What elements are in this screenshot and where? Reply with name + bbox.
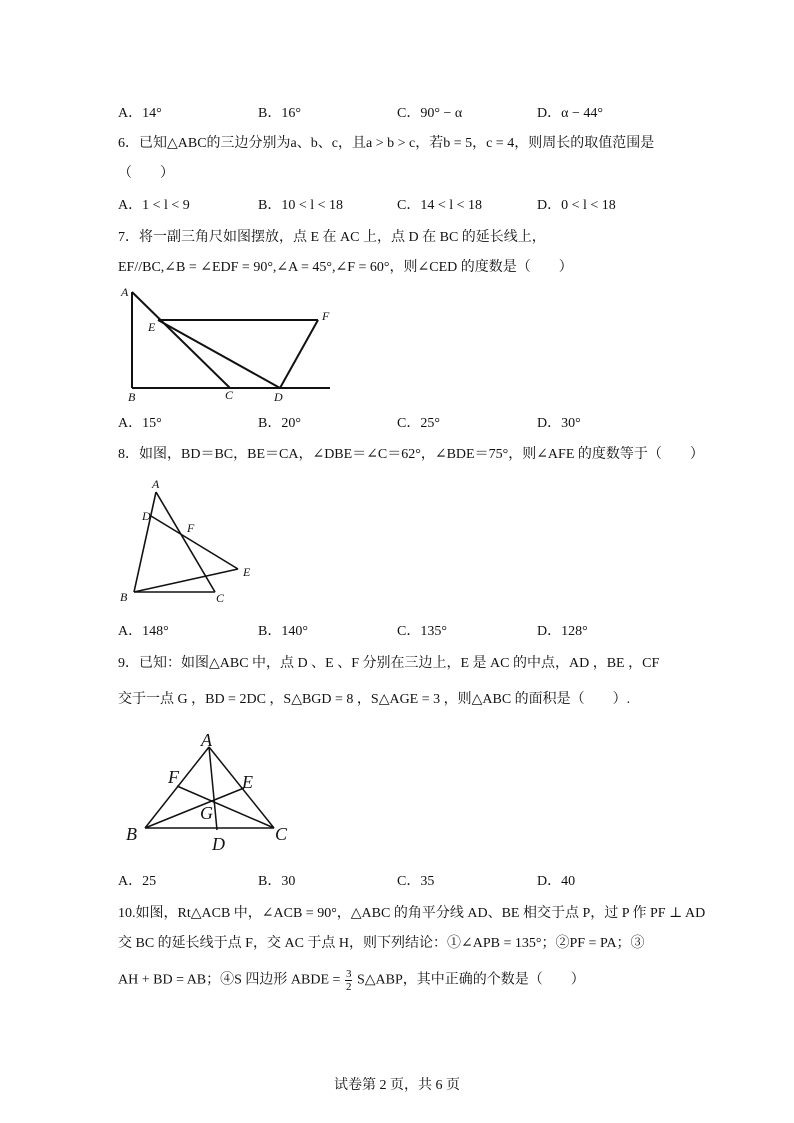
q9-label-b: B [126, 824, 137, 844]
q9-label-f: F [168, 767, 179, 787]
q9-option-a: A．25 [118, 874, 157, 889]
q5-option-c: C．90° − α [397, 106, 463, 121]
q10-fraction-denominator: 2 [345, 981, 352, 993]
q7-figure [110, 280, 350, 405]
q9-label-d: D [212, 834, 225, 854]
q7-label-c: C [225, 388, 234, 402]
q9-option-d: D．40 [537, 874, 576, 889]
q10-stem-line2: 交 BC 的延长线于点 F，交 AC 于点 H，则下列结论：①∠APB = 135°；②PF = PA；③ [118, 936, 645, 951]
q8-option-c: C．135° [397, 624, 447, 639]
q5-option-d: D．α − 44° [537, 106, 603, 121]
q5-option-b: B．16° [258, 106, 301, 121]
q9-figure [118, 728, 298, 858]
q6-stem-line2: （ ） [118, 166, 174, 181]
q8-segment-ab [134, 492, 156, 592]
q7-option-d: D．30° [537, 416, 581, 431]
page-footer: 试卷第 2 页，共 6 页 [334, 1078, 460, 1093]
q8-figure [112, 476, 262, 610]
q5-option-a: A．14° [118, 106, 162, 121]
q8-label-d: D [142, 509, 151, 523]
q7-option-b: B．20° [258, 416, 301, 431]
q7-stem-line2: EF//BC,∠B = ∠EDF = 90°,∠A = 45°,∠F = 60°，则∠CED 的度数是（ ） [118, 260, 573, 275]
q7-segment-fd [280, 320, 318, 388]
q8-option-a: A．148° [118, 624, 169, 639]
q8-option-d: D．128° [537, 624, 588, 639]
q7-option-a: A．15° [118, 416, 162, 431]
q6-option-c: C．14 < l < 18 [397, 198, 483, 213]
q9-option-c: C．35 [397, 874, 435, 889]
q7-label-b: B [128, 390, 136, 404]
q8-label-c: C [216, 591, 225, 605]
q7-label-f: F [322, 309, 330, 323]
q7-option-c: C．25° [397, 416, 440, 431]
q10-fraction-numerator: 3 [345, 968, 352, 980]
q10-line3-part2: S△ABP，其中正确的个数是（ ） [356, 972, 585, 988]
q7-label-e: E [148, 320, 156, 334]
q8-label-a: A [152, 477, 160, 491]
q6-option-a: A．1 < l < 9 [118, 198, 190, 213]
q7-label-d: D [274, 390, 283, 404]
q10-stem-line3 [118, 968, 585, 993]
q8-label-b: B [120, 590, 128, 604]
q9-stem-line1: 9．已知：如图△ABC 中，点 D 、E 、F 分别在三边上，E 是 AC 的中点，AD ，BE ，CF [118, 656, 660, 671]
q8-option-b: B．140° [258, 624, 308, 639]
q9-label-a: A [201, 730, 212, 750]
q6-option-b: B．10 < l < 18 [258, 198, 344, 213]
q8-label-f: F [187, 521, 195, 535]
q8-segment-be [134, 569, 238, 592]
q9-label-g: G [200, 803, 213, 823]
q10-stem-line1: 10.如图，Rt△ACB 中，∠ACB = 90°，△ABC 的角平分线 AD、BE 相交于点 P，过 P 作 PF ⊥ AD [118, 906, 706, 921]
q8-label-e: E [243, 565, 251, 579]
q8-segment-de [151, 516, 238, 569]
q7-segment-ac [132, 292, 230, 388]
q7-label-a: A [121, 285, 129, 299]
q9-option-b: B．30 [258, 874, 296, 889]
q10-line3-part1: AH + BD = AB；④S 四边形 ABDE = [118, 972, 341, 988]
q10-fraction [345, 968, 353, 993]
q9-label-e: E [242, 772, 253, 792]
q8-segment-ac [156, 492, 215, 592]
q6-stem-line1: 6．已知△ABC的三边分别为a、b、c，且a > b > c，若b = 5，c = 4，则周长的取值范围是 [118, 136, 655, 151]
q9-segment-cf [177, 786, 274, 828]
q8-stem-line1: 8．如图，BD＝BC，BE＝CA，∠DBE＝∠C＝62°，∠BDE＝75°，则∠AFE 的度数等于（ ） [118, 447, 704, 462]
q9-stem-line2: 交于一点 G ，BD = 2DC ，S△BGD = 8 ，S△AGE = 3 ，则△ABC 的面积是（ ）. [118, 692, 631, 707]
q7-stem-line1: 7．将一副三角尺如图摆放，点 E 在 AC 上，点 D 在 BC 的延长线上， [118, 230, 546, 245]
q9-label-c: C [275, 824, 288, 844]
q6-option-d: D．0 < l < 18 [537, 198, 616, 213]
